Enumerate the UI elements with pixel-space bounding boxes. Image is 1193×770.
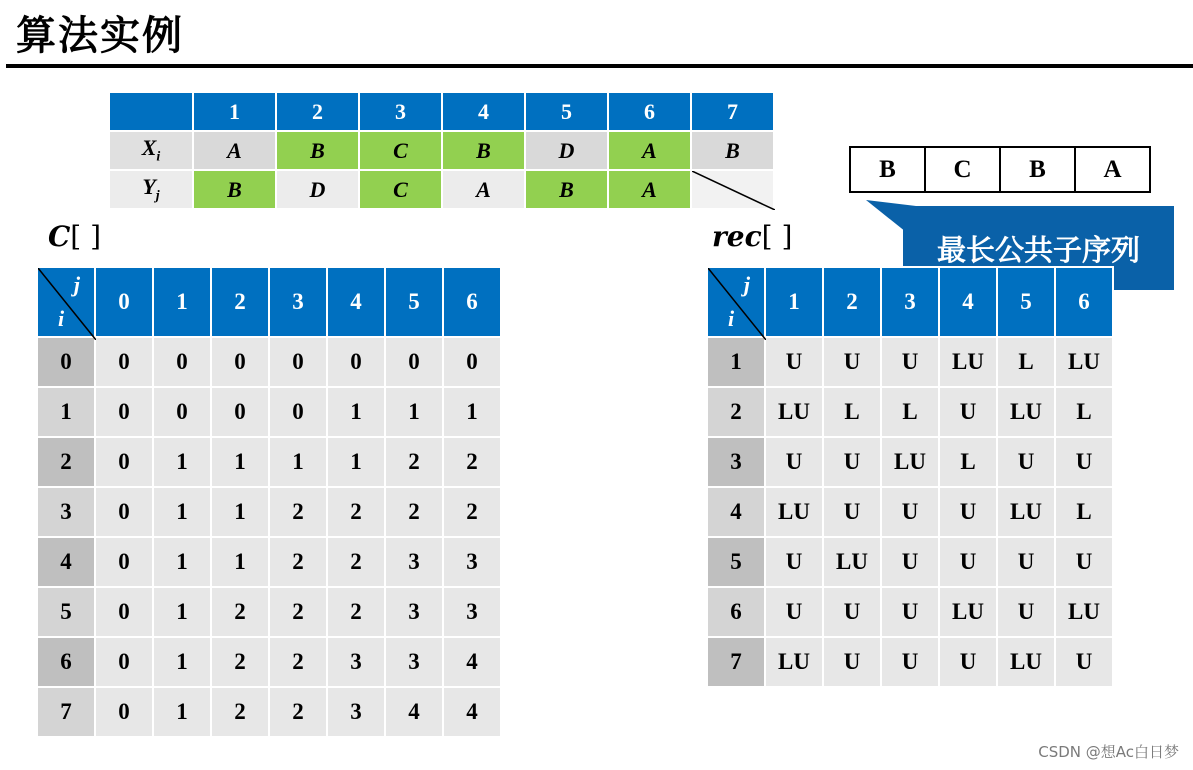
corner-j: j <box>73 272 80 297</box>
rec-row <box>707 437 1113 487</box>
corner-i: i <box>728 306 735 331</box>
rec-cell: U <box>881 537 939 587</box>
c-row <box>37 487 501 537</box>
c-cell: 3 <box>443 537 501 587</box>
corner-diagonal <box>38 268 96 340</box>
rec-cell: L <box>997 337 1055 387</box>
rec-cell: U <box>881 487 939 537</box>
c-cell: 2 <box>269 687 327 737</box>
c-cell: 0 <box>95 387 153 437</box>
rec-cell: U <box>765 337 823 387</box>
title-divider <box>6 64 1193 68</box>
rec-cell: U <box>1055 637 1113 687</box>
rec-cell: U <box>823 487 881 537</box>
c-col-header: 0 <box>95 267 153 337</box>
c-cell: 0 <box>95 537 153 587</box>
rec-cell: LU <box>997 637 1055 687</box>
c-cell: 1 <box>153 437 211 487</box>
rec-row <box>707 537 1113 587</box>
rec-cell: U <box>765 587 823 637</box>
rec-row <box>707 587 1113 637</box>
rec-cell: U <box>1055 537 1113 587</box>
index-cell: 5 <box>525 92 608 131</box>
c-cell: 1 <box>153 487 211 537</box>
index-cell: 1 <box>193 92 276 131</box>
watermark-footer: CSDN @想Ac白日梦 <box>1038 743 1179 761</box>
c-row <box>37 637 501 687</box>
corner-j: j <box>743 272 750 297</box>
c-cell: 0 <box>95 337 153 387</box>
c-cell: 0 <box>95 687 153 737</box>
c-cell: 3 <box>385 637 443 687</box>
rec-cell: U <box>939 537 997 587</box>
rec-cell: U <box>823 337 881 387</box>
c-cell: 0 <box>95 487 153 537</box>
rec-cell: U <box>881 637 939 687</box>
c-col-header: 2 <box>211 267 269 337</box>
lcs-char: C <box>925 147 1000 192</box>
c-cell: 0 <box>95 637 153 687</box>
rec-col-header: 5 <box>997 267 1055 337</box>
c-row-header: 5 <box>37 587 95 637</box>
c-cell: 0 <box>95 437 153 487</box>
rec-cell: LU <box>939 587 997 637</box>
c-row <box>37 687 501 737</box>
rec-cell: LU <box>765 387 823 437</box>
c-cell: 0 <box>211 337 269 387</box>
y-row <box>109 170 774 209</box>
lcs-char: A <box>1075 147 1150 192</box>
x-cell-match: B <box>442 131 525 170</box>
rec-cell: L <box>1055 387 1113 437</box>
index-corner <box>109 92 193 131</box>
rec-cell: LU <box>997 387 1055 437</box>
rec-cell: LU <box>997 487 1055 537</box>
rec-row <box>707 387 1113 437</box>
x-cell-match: B <box>276 131 359 170</box>
rec-cell: L <box>1055 487 1113 537</box>
rec-row-header: 5 <box>707 537 765 587</box>
index-cell: 4 <box>442 92 525 131</box>
c-cell: 1 <box>269 437 327 487</box>
c-cell: 2 <box>327 487 385 537</box>
c-row-header: 3 <box>37 487 95 537</box>
rec-cell: L <box>823 387 881 437</box>
index-cell: 6 <box>608 92 691 131</box>
index-cell: 7 <box>691 92 774 131</box>
c-row <box>37 537 501 587</box>
rec-cell: LU <box>1055 587 1113 637</box>
rec-header-row <box>707 267 1113 337</box>
rec-col-header: 2 <box>823 267 881 337</box>
c-row <box>37 337 501 387</box>
c-cell: 2 <box>211 687 269 737</box>
rec-cell: U <box>823 587 881 637</box>
c-row-header: 1 <box>37 387 95 437</box>
c-body <box>37 337 501 737</box>
rec-row-header: 1 <box>707 337 765 387</box>
y-cell-match: C <box>359 170 442 209</box>
c-cell: 2 <box>385 487 443 537</box>
y-cell-match: B <box>193 170 276 209</box>
sequence-table <box>108 91 775 210</box>
c-header-row <box>37 267 501 337</box>
x-row <box>109 131 774 170</box>
c-cell: 1 <box>385 387 443 437</box>
rec-cell: U <box>997 537 1055 587</box>
rec-cell: LU <box>939 337 997 387</box>
rec-cell: U <box>997 587 1055 637</box>
rec-cell: LU <box>765 487 823 537</box>
c-cell: 2 <box>327 537 385 587</box>
rec-row-header: 7 <box>707 637 765 687</box>
lcs-char: B <box>1000 147 1075 192</box>
rec-row <box>707 487 1113 537</box>
rec-cell: L <box>939 437 997 487</box>
y-label: $Y_j$ <box>109 170 193 209</box>
c-cell: 4 <box>385 687 443 737</box>
rec-col-header: 6 <box>1055 267 1113 337</box>
rec-col-header: 4 <box>939 267 997 337</box>
c-cell: 0 <box>385 337 443 387</box>
rec-matrix-table <box>706 266 1114 688</box>
c-cell: 1 <box>153 687 211 737</box>
c-cell: 0 <box>269 337 327 387</box>
c-cell: 3 <box>443 587 501 637</box>
c-cell: 3 <box>327 687 385 737</box>
c-col-header: 5 <box>385 267 443 337</box>
rec-row <box>707 637 1113 687</box>
x-cell-match: A <box>608 131 691 170</box>
c-col-header: 6 <box>443 267 501 337</box>
lcs-callout: 最长公共子序列 <box>903 206 1174 290</box>
c-cell: 0 <box>269 387 327 437</box>
rec-cell: U <box>939 637 997 687</box>
c-row-header: 0 <box>37 337 95 387</box>
rec-corner-cell <box>707 267 765 337</box>
c-cell: 3 <box>327 637 385 687</box>
x-label: $X_i$ <box>109 131 193 170</box>
c-cell: 1 <box>153 587 211 637</box>
c-cell: 2 <box>211 637 269 687</box>
c-row <box>37 387 501 437</box>
rec-row-header: 6 <box>707 587 765 637</box>
rec-row <box>707 337 1113 387</box>
corner-diagonal <box>708 268 766 340</box>
c-cell: 1 <box>211 537 269 587</box>
rec-row-header: 2 <box>707 387 765 437</box>
c-cell: 4 <box>443 687 501 737</box>
rec-cell: U <box>1055 437 1113 487</box>
c-cell: 1 <box>443 387 501 437</box>
rec-cell: U <box>939 387 997 437</box>
c-cell: 2 <box>443 437 501 487</box>
empty-diagonal-cell <box>691 170 774 209</box>
y-cell: A <box>442 170 525 209</box>
y-cell: D <box>276 170 359 209</box>
c-matrix-table <box>36 266 502 738</box>
c-cell: 1 <box>327 387 385 437</box>
rec-cell: U <box>765 537 823 587</box>
rec-cell: L <box>881 387 939 437</box>
x-cell-match: C <box>359 131 442 170</box>
c-row-header: 4 <box>37 537 95 587</box>
index-row <box>109 92 774 131</box>
c-cell: 2 <box>269 537 327 587</box>
page-title: 算法实例 <box>16 13 184 59</box>
rec-row-header: 4 <box>707 487 765 537</box>
c-matrix-label: C[ ] <box>48 220 102 253</box>
c-cell: 2 <box>327 587 385 637</box>
rec-cell: LU <box>1055 337 1113 387</box>
c-cell: 0 <box>153 387 211 437</box>
c-cell: 3 <box>385 587 443 637</box>
rec-row-header: 3 <box>707 437 765 487</box>
rec-cell: U <box>881 337 939 387</box>
y-cell-match: B <box>525 170 608 209</box>
rec-cell: U <box>939 487 997 537</box>
c-cell: 2 <box>269 637 327 687</box>
c-col-header: 1 <box>153 267 211 337</box>
c-cell: 0 <box>95 587 153 637</box>
c-cell: 0 <box>211 387 269 437</box>
c-cell: 2 <box>269 487 327 537</box>
c-row <box>37 587 501 637</box>
c-col-header: 3 <box>269 267 327 337</box>
c-cell: 0 <box>443 337 501 387</box>
index-cell: 3 <box>359 92 442 131</box>
c-col-header: 4 <box>327 267 385 337</box>
c-cell: 1 <box>153 637 211 687</box>
c-row-header: 7 <box>37 687 95 737</box>
rec-matrix-label: rec[ ] <box>712 220 793 253</box>
c-row-header: 2 <box>37 437 95 487</box>
c-corner-cell <box>37 267 95 337</box>
c-cell: 0 <box>327 337 385 387</box>
rec-col-header: 3 <box>881 267 939 337</box>
lcs-char: B <box>850 147 925 192</box>
lcs-result-boxes <box>849 146 1151 193</box>
x-cell: A <box>193 131 276 170</box>
c-row-header: 6 <box>37 637 95 687</box>
x-cell: B <box>691 131 774 170</box>
c-cell: 1 <box>211 437 269 487</box>
c-cell: 4 <box>443 637 501 687</box>
index-cell: 2 <box>276 92 359 131</box>
rec-col-header: 1 <box>765 267 823 337</box>
rec-cell: U <box>881 587 939 637</box>
c-cell: 1 <box>153 537 211 587</box>
rec-cell: U <box>823 637 881 687</box>
rec-cell: U <box>765 437 823 487</box>
rec-cell: LU <box>765 637 823 687</box>
c-cell: 1 <box>327 437 385 487</box>
rec-body <box>707 337 1113 687</box>
c-cell: 2 <box>443 487 501 537</box>
c-cell: 1 <box>211 487 269 537</box>
c-cell: 2 <box>385 437 443 487</box>
rec-cell: U <box>997 437 1055 487</box>
rec-cell: LU <box>823 537 881 587</box>
c-cell: 2 <box>269 587 327 637</box>
c-cell: 3 <box>385 537 443 587</box>
diagonal-line <box>692 171 775 210</box>
rec-cell: LU <box>881 437 939 487</box>
c-row <box>37 437 501 487</box>
x-cell: D <box>525 131 608 170</box>
corner-i: i <box>58 306 65 331</box>
c-cell: 2 <box>211 587 269 637</box>
rec-cell: U <box>823 437 881 487</box>
y-cell-match: A <box>608 170 691 209</box>
c-cell: 0 <box>153 337 211 387</box>
